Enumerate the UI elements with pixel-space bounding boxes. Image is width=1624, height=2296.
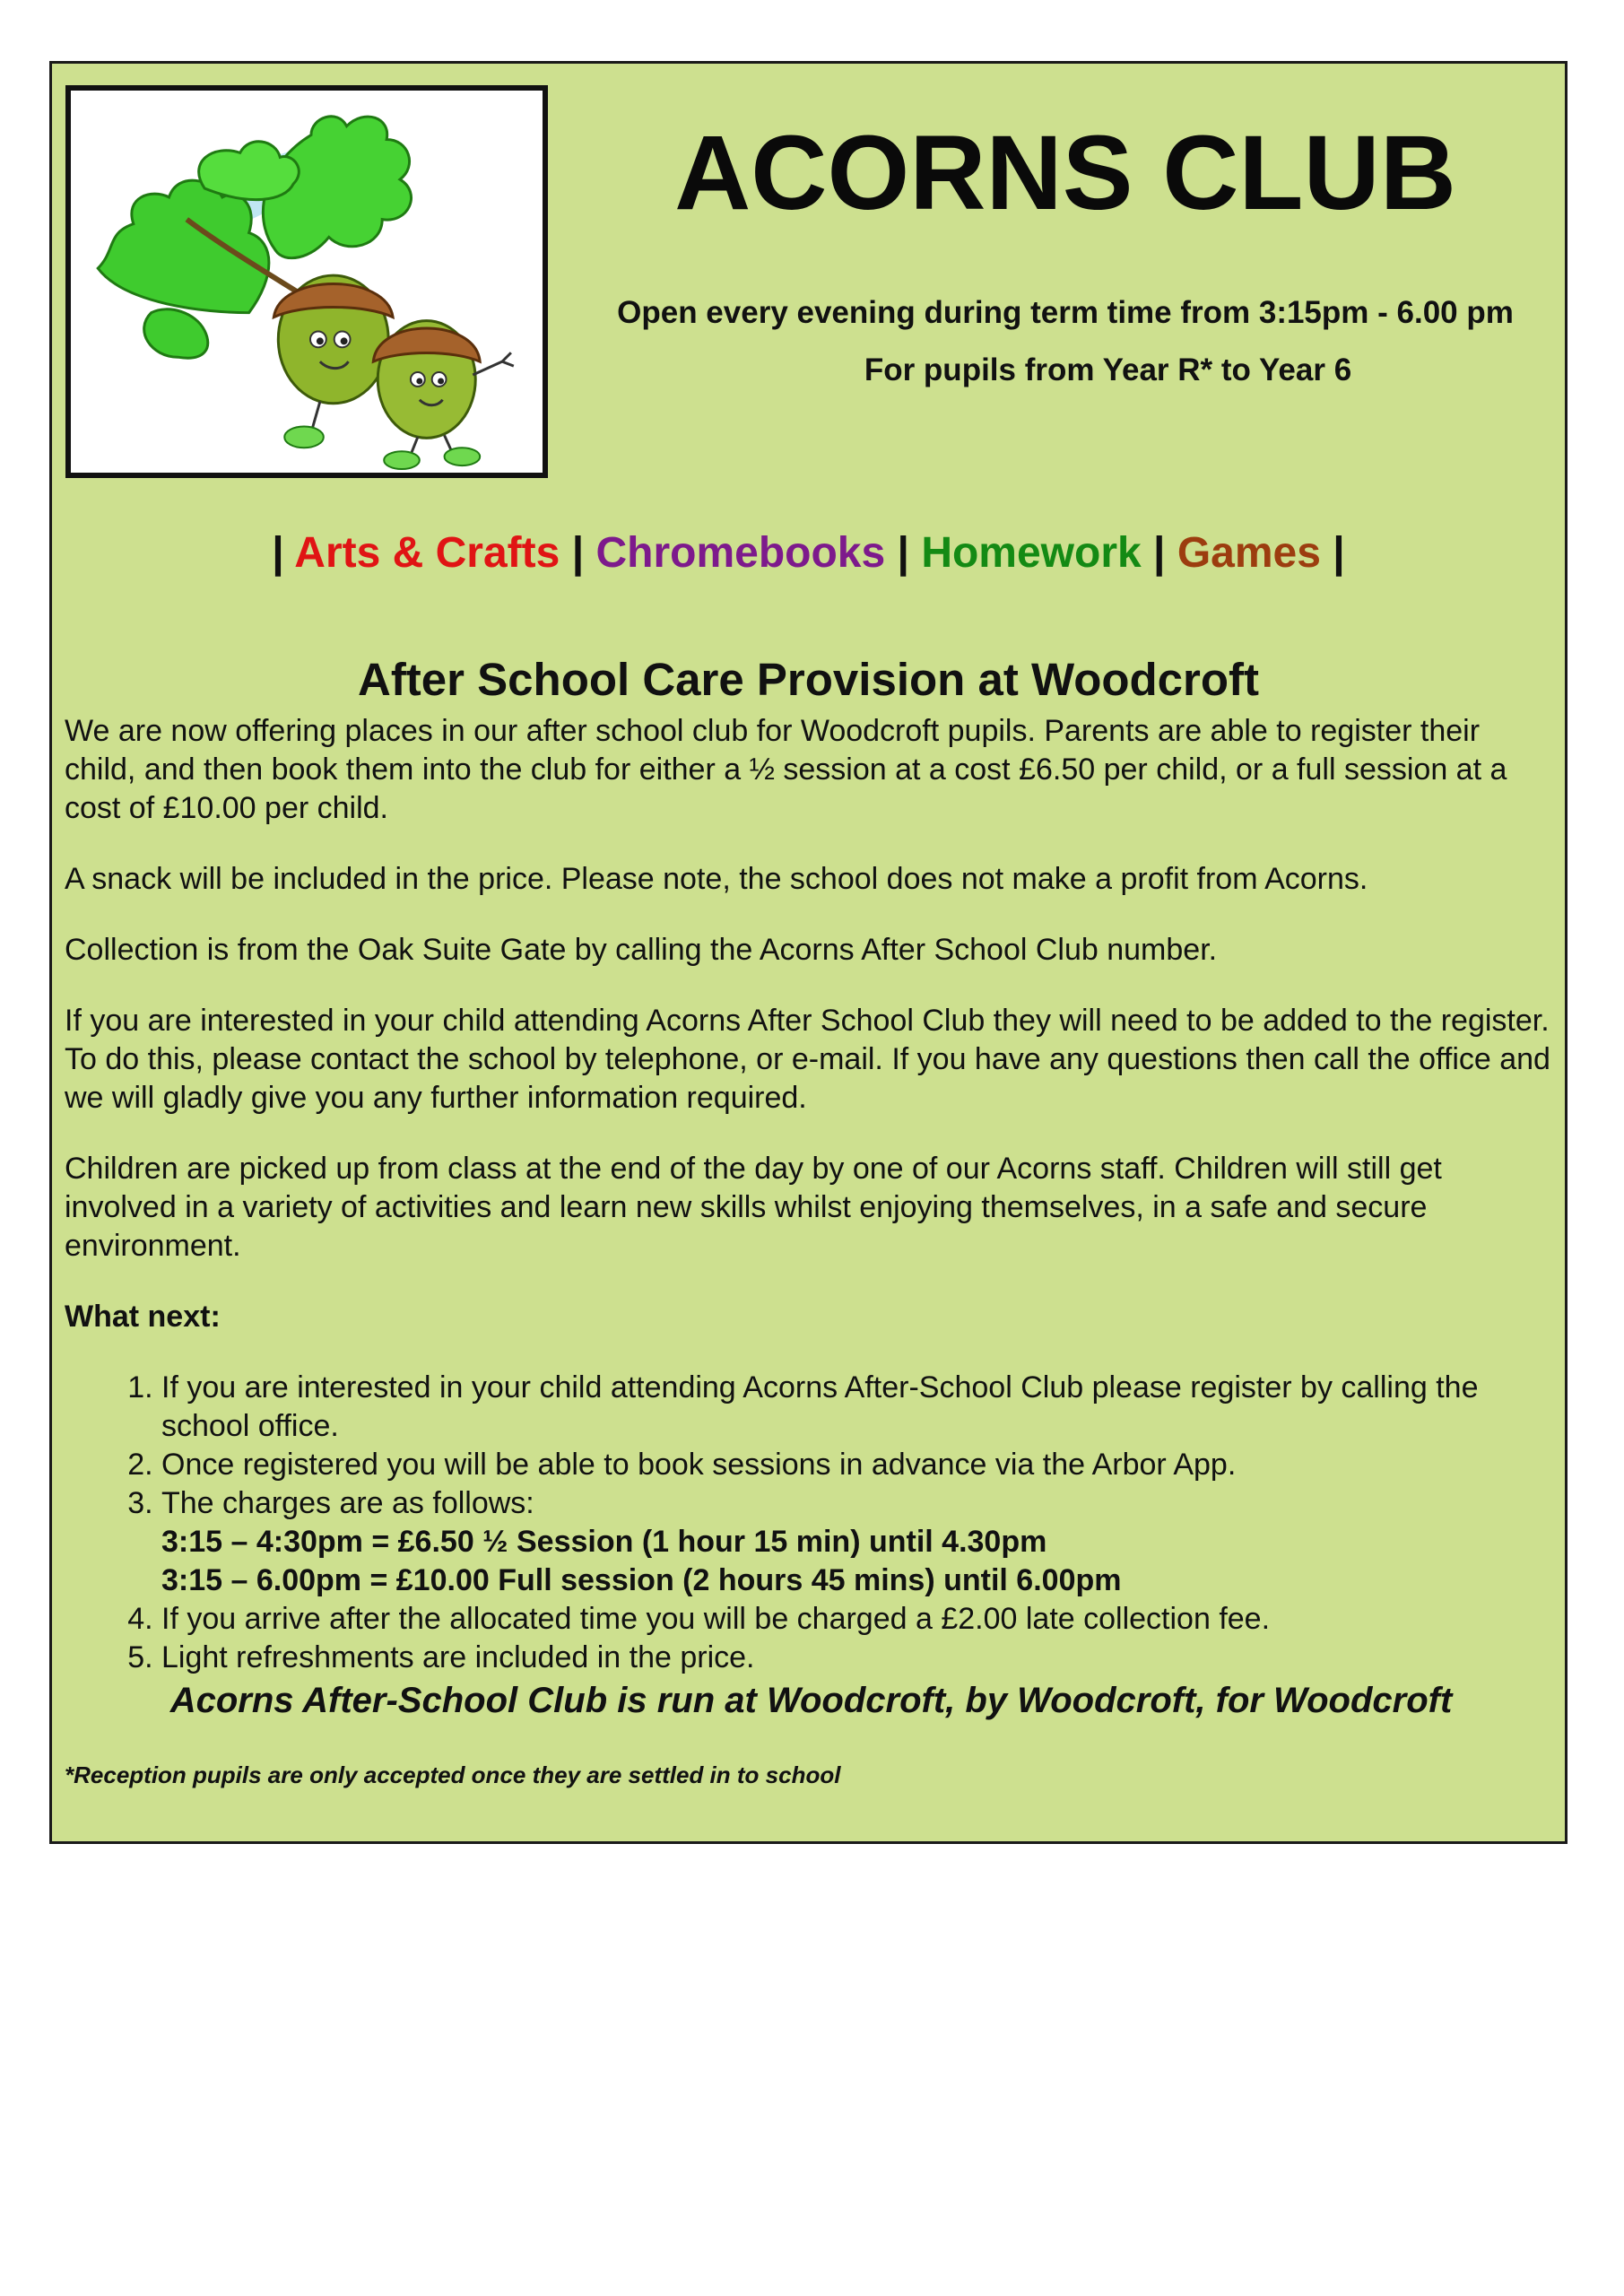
next-steps-list [65,1369,1558,1677]
footnote: *Reception pupils are only accepted once they are settled in to school [65,1761,841,1788]
section-heading: After School Care Provision at Woodcroft [357,654,1259,705]
paragraph-collection: Collection is from the Oak Suite Gate by calling the Acorns After School Club number. [65,933,1218,967]
activity-arts-crafts: Arts & Crafts [294,529,560,577]
paragraph-snack: A snack will be included in the price. Please note, the school does not make a profit from Acorns. [65,862,1368,896]
list-item: 3. The charges are as follows: 3:15 – 4:30pm = £6.50 ½ Session (1 hour 15 min) until 4.30pm 3:15 – 6.00pm = £10.00 Full session (2 hours 45 mins) until 6.00pm [161,1484,1558,1600]
charge-half-session: 3:15 – 4:30pm = £6.50 ½ Session (1 hour 15 min) until 4.30pm [161,1525,1047,1559]
activity-homework: Homework [921,529,1142,577]
list-item: 4. If you arrive after the allocated time you will be charged a £2.00 late collection fee. [161,1600,1558,1639]
activities-list [52,528,1565,578]
paragraph-pickup: Children are picked up from class at the end of the day by one of our Acorns staff. Children will still get involved in a variety of activities and learn new skills whilst enjoying themselves, in a safe and secure environment. [65,1152,1442,1263]
list-item: 2. Once registered you will be able to book sessions in advance via the Arbor App. [161,1446,1558,1484]
separator: | [1153,529,1166,577]
acorns-cartoon-icon [71,91,543,473]
paragraph-places: We are now offering places in our after school club for Woodcroft pupils. Parents are able to register their child, and then book them into the club for either a ½ session at a cost £6.50 per child, or a full session at a cost of £10.00 per child. [65,714,1507,825]
what-next-heading: What next: [65,1300,221,1334]
separator: | [571,529,585,577]
list-item: 5. Light refreshments are included in the price. [161,1639,1558,1677]
logo-frame [65,85,548,478]
list-item: 1. If you are interested in your child attending Acorns After-School Club please register by calling the school office. [161,1369,1558,1446]
page-title: ACORNS CLUB [674,114,1456,232]
activity-games: Games [1177,529,1321,577]
separator: | [272,529,284,577]
separator: | [1333,529,1345,577]
body-text [65,712,1558,1827]
flyer-panel [49,61,1568,1844]
pupil-range: For pupils from Year R* to Year 6 [864,352,1352,387]
tagline: Acorns After-School Club is run at Woodcroft, by Woodcroft, for Woodcroft [169,1681,1453,1720]
charge-full-session: 3:15 – 6.00pm = £10.00 Full session (2 hours 45 mins) until 6.00pm [161,1563,1122,1597]
separator: | [897,529,909,577]
opening-hours: Open every evening during term time from 3:15pm - 6.00 pm [617,295,1514,330]
paragraph-register: If you are interested in your child attending Acorns After School Club they will need to be added to the register. To do this, please contact the school by telephone, or e-mail. If you have any questions then call the office and we will gladly give you any further information required. [65,1004,1550,1115]
activity-chromebooks: Chromebooks [595,529,886,577]
